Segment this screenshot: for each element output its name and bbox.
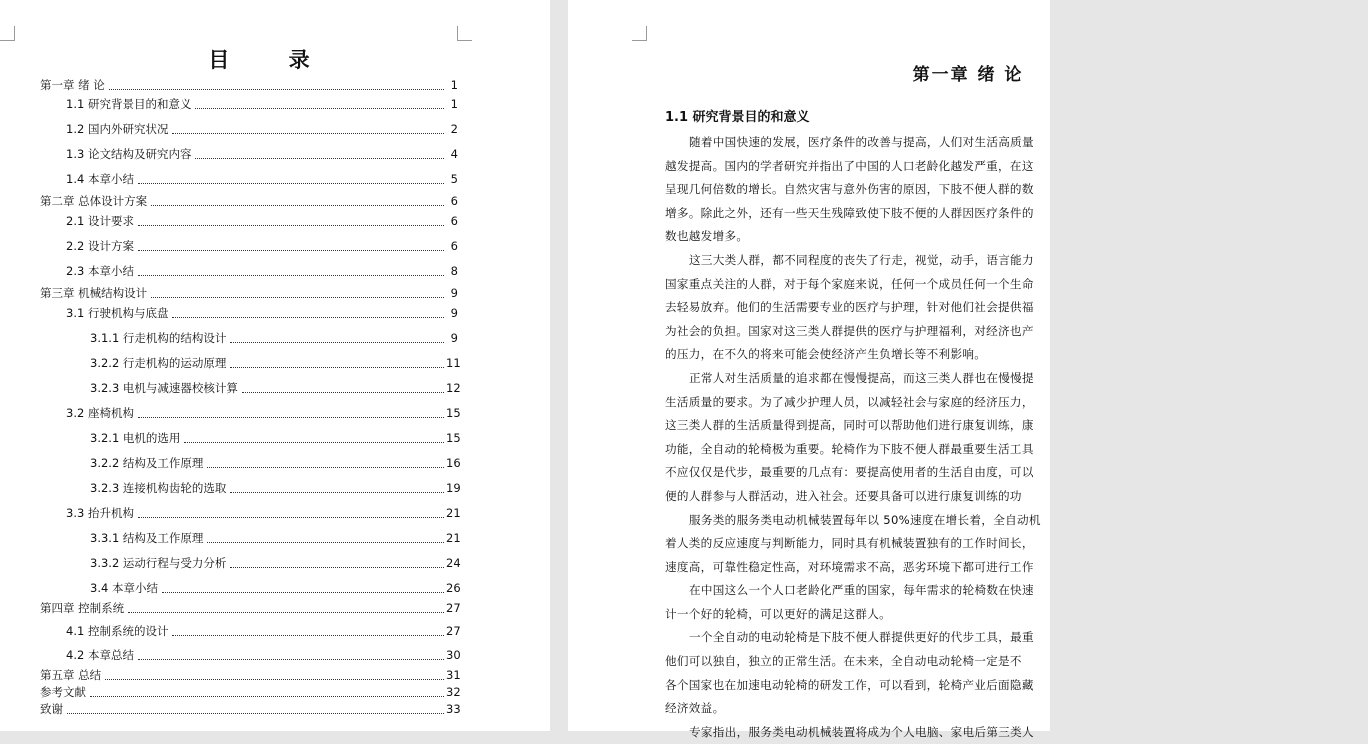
toc-entry-title: 4.2 本章总结 — [66, 648, 134, 662]
toc-leader-dots — [138, 225, 444, 226]
toc-entry[interactable] — [40, 286, 458, 301]
toc-leader-dots — [138, 275, 444, 276]
toc-leader-dots — [184, 442, 444, 443]
toc-entry-page: 15 — [446, 431, 461, 445]
toc-leader-dots — [230, 567, 444, 568]
toc-entry-title: 3.3.2 运动行程与受力分析 — [90, 556, 227, 570]
toc-entry-page: 11 — [446, 356, 461, 370]
paragraph-line: 在中国这么一个人口老龄化严重的国家，每年需求的轮椅数在快速 — [689, 583, 1034, 598]
toc-title: 目 录 — [208, 47, 336, 72]
toc-leader-dots — [128, 612, 444, 613]
chapter-title: 第一章 绪 论 — [912, 65, 1024, 85]
toc-leader-dots — [138, 183, 444, 184]
toc-leader-dots — [207, 467, 444, 468]
paragraph-line: 随着中国快速的发展，医疗条件的改善与提高，人们对生活高质量 — [689, 135, 1034, 149]
toc-entry-page: 31 — [446, 668, 461, 682]
toc-entry-page: 9 — [450, 286, 458, 300]
toc-entry-title: 1.1 研究背景目的和意义 — [66, 97, 192, 111]
toc-entry[interactable] — [66, 406, 461, 421]
paragraph-line: 为社会的负担。国家对这三类人群提供的医疗与护理福利，对经济也产 — [665, 323, 1034, 338]
toc-entry-page: 8 — [450, 264, 458, 278]
chapter-page — [568, 0, 1050, 739]
toc-entry[interactable] — [40, 194, 458, 209]
toc-leader-dots — [172, 635, 444, 636]
toc-entry[interactable] — [66, 147, 458, 162]
toc-entry[interactable] — [90, 581, 461, 596]
toc-entry[interactable] — [40, 702, 461, 717]
toc-entry-title: 1.4 本章小结 — [66, 172, 134, 186]
toc-leader-dots — [195, 158, 444, 159]
paragraph-line: 去轻易放弃。他们的生活需要专业的医疗与护理，针对他们社会提供福 — [665, 300, 1034, 315]
paragraph-line: 着人类的反应速度与判断能力，同时具有机械装置独有的工作时间长， — [665, 536, 1034, 551]
toc-entry-title: 第一章 绪 论 — [40, 78, 105, 92]
toc-leader-dots — [151, 297, 444, 298]
toc-leader-dots — [230, 342, 444, 343]
toc-entry-page: 6 — [450, 194, 458, 208]
paragraph-line: 各个国家也在加速电动轮椅的研发工作，可以看到，轮椅产业后面隐藏 — [665, 677, 1034, 692]
paragraph-line: 数也越发增多。 — [665, 229, 749, 244]
toc-leader-dots — [138, 417, 444, 418]
toc-leader-dots — [151, 205, 444, 206]
paragraph-line: 一个全自动的电动轮椅是下肢不便人群提供更好的代步工具，最重 — [689, 630, 1034, 645]
toc-entry-title: 3.1 行驶机构与底盘 — [66, 306, 169, 320]
toc-entry[interactable] — [66, 122, 458, 137]
toc-entry-page: 9 — [450, 331, 458, 345]
toc-entry-page: 27 — [446, 601, 461, 615]
toc-entry-page: 21 — [446, 506, 461, 520]
crop-mark-top-left — [632, 26, 647, 41]
toc-leader-dots — [109, 89, 444, 90]
toc-entry-page: 19 — [446, 481, 461, 495]
paragraph-line: 功能，全自动的轮椅极为重要。轮椅作为下肢不便人群最重要生活工具 — [665, 441, 1034, 456]
toc-leader-dots — [172, 317, 444, 318]
toc-entry[interactable] — [66, 239, 458, 254]
toc-entry-page: 4 — [450, 147, 458, 161]
toc-entry-title: 3.3 抬升机构 — [66, 506, 134, 520]
paragraph-line: 的压力，在不久的将来可能会使经济产生负增长等不利影响。 — [665, 347, 987, 362]
toc-entry[interactable] — [66, 172, 458, 187]
section-title: 1.1 研究背景目的和意义 — [665, 110, 810, 125]
paragraph-line: 越发提高。国内的学者研究并指出了中国的人口老龄化越发严重，在这 — [665, 158, 1034, 173]
toc-leader-dots — [195, 108, 444, 109]
toc-entry[interactable] — [66, 506, 461, 521]
toc-entry[interactable] — [66, 306, 458, 321]
toc-entry-page: 1 — [450, 78, 458, 92]
toc-leader-dots — [230, 492, 444, 493]
toc-entry-title: 2.1 设计要求 — [66, 214, 134, 228]
toc-entry-title: 3.2 座椅机构 — [66, 406, 134, 420]
paragraph-line: 增多。除此之外，还有一些天生残障致使下肢不便的人群因医疗条件的 — [665, 205, 1034, 220]
toc-entry-title: 第五章 总结 — [40, 668, 102, 682]
toc-entry-title: 3.3.1 结构及工作原理 — [90, 531, 204, 545]
toc-entry-title: 第四章 控制系统 — [40, 601, 125, 615]
toc-leader-dots — [67, 713, 444, 714]
toc-entry-page: 6 — [450, 214, 458, 228]
toc-list — [0, 0, 550, 731]
toc-entry[interactable] — [90, 456, 461, 471]
toc-page — [0, 0, 550, 731]
toc-leader-dots — [207, 542, 444, 543]
toc-entry[interactable] — [40, 685, 461, 700]
paragraph-line: 计一个好的轮椅，可以更好的满足这群人。 — [665, 606, 891, 621]
toc-leader-dots — [138, 250, 444, 251]
toc-entry-title: 参考文献 — [40, 685, 86, 699]
toc-entry[interactable] — [66, 264, 458, 279]
toc-entry-title: 第三章 机械结构设计 — [40, 286, 148, 300]
toc-entry-title: 第二章 总体设计方案 — [40, 194, 148, 208]
toc-leader-dots — [242, 392, 444, 393]
paragraph-line: 专家指出，服务类电动机械装置将成为个人电脑、家电后第三类人 — [689, 724, 1034, 739]
toc-leader-dots — [105, 679, 444, 680]
toc-entry-title: 3.2.3 连接机构齿轮的选取 — [90, 481, 227, 495]
toc-entry[interactable] — [90, 381, 461, 396]
toc-entry-page: 1 — [450, 97, 458, 111]
toc-entry-title: 3.2.2 结构及工作原理 — [90, 456, 204, 470]
paragraph-line: 国家重点关注的人群，对于每个家庭来说，任何一个成员任何一个生命 — [665, 276, 1034, 291]
toc-entry-page: 27 — [446, 624, 461, 638]
toc-entry[interactable] — [90, 431, 461, 446]
body-text — [665, 131, 1185, 744]
paragraph-line: 这三大类人群，都不同程度的丧失了行走，视觉，动手，语言能力 — [689, 252, 1034, 267]
toc-entry-title: 3.1.1 行走机构的结构设计 — [90, 331, 227, 345]
paragraph-line: 经济效益。 — [665, 701, 725, 716]
toc-entry-title: 3.2.3 电机与减速器校核计算 — [90, 381, 238, 395]
toc-entry[interactable] — [66, 214, 458, 229]
toc-leader-dots — [90, 696, 444, 697]
toc-entry-page: 26 — [446, 581, 461, 595]
toc-entry[interactable] — [66, 624, 461, 639]
toc-entry-page: 12 — [446, 381, 461, 395]
toc-leader-dots — [138, 659, 444, 660]
toc-leader-dots — [172, 133, 444, 134]
toc-entry[interactable] — [40, 668, 461, 683]
paragraph-line: 这三类人群的生活质量得到提高，同时可以帮助他们进行康复训练，康 — [665, 418, 1034, 433]
toc-entry-page: 15 — [446, 406, 461, 420]
toc-entry-page: 33 — [446, 702, 461, 716]
toc-entry-page: 16 — [446, 456, 461, 470]
toc-entry-title: 3.4 本章小结 — [90, 581, 158, 595]
toc-entry-title: 2.3 本章小结 — [66, 264, 134, 278]
paragraph-line: 便的人群参与人群活动，进入社会。还要具备可以进行康复训练的功 — [665, 488, 1022, 503]
toc-entry[interactable] — [40, 78, 458, 93]
paragraph-line: 正常人对生活质量的追求都在慢慢提高，而这三类人群也在慢慢提 — [689, 370, 1034, 385]
toc-entry-page: 21 — [446, 531, 461, 545]
toc-entry-title: 致谢 — [40, 702, 63, 716]
toc-entry-page: 9 — [450, 306, 458, 320]
toc-entry[interactable] — [40, 601, 461, 616]
toc-entry-page: 2 — [450, 122, 458, 136]
toc-entry-page: 32 — [446, 685, 461, 699]
toc-entry[interactable] — [90, 531, 461, 546]
paragraph-line: 生活质量的要求。为了减少护理人员，以减轻社会与家庭的经济压力， — [665, 394, 1034, 409]
toc-entry-title: 2.2 设计方案 — [66, 239, 134, 253]
toc-entry[interactable] — [90, 481, 461, 496]
toc-entry[interactable] — [90, 556, 461, 571]
paragraph-line: 服务类的服务类电动机械装置每年以 50%速度在增长着，全自动机 — [689, 512, 1041, 527]
toc-entry-page: 30 — [446, 648, 461, 662]
toc-entry-page: 5 — [450, 172, 458, 186]
toc-entry-page: 24 — [446, 556, 461, 570]
toc-entry-title: 3.2.2 行走机构的运动原理 — [90, 356, 227, 370]
paragraph-line: 不应仅仅是代步，最重要的几点有：要提高使用者的生活自由度，可以 — [665, 465, 1034, 480]
toc-entry-title: 3.2.1 电机的选用 — [90, 431, 181, 445]
toc-entry[interactable] — [90, 331, 458, 346]
toc-entry-page: 6 — [450, 239, 458, 253]
toc-entry[interactable] — [90, 356, 461, 371]
paragraph-line: 速度高，可靠性稳定性高，对环境需求不高，恶劣环境下都可进行工作 — [665, 559, 1034, 574]
toc-entry[interactable] — [66, 97, 458, 112]
toc-entry-title: 4.1 控制系统的设计 — [66, 624, 169, 638]
toc-leader-dots — [138, 517, 444, 518]
toc-entry-title: 1.2 国内外研究状况 — [66, 122, 169, 136]
paragraph-line: 呈现几何倍数的增长。自然灾害与意外伤害的原因，下肢不便人群的数 — [665, 182, 1034, 197]
paragraph-line: 他们可以独自，独立的正常生活。在未来，全自动电动轮椅一定是不 — [665, 654, 1022, 669]
toc-leader-dots — [162, 592, 444, 593]
toc-entry-title: 1.3 论文结构及研究内容 — [66, 147, 192, 161]
toc-leader-dots — [230, 367, 444, 368]
toc-entry[interactable] — [66, 648, 461, 663]
